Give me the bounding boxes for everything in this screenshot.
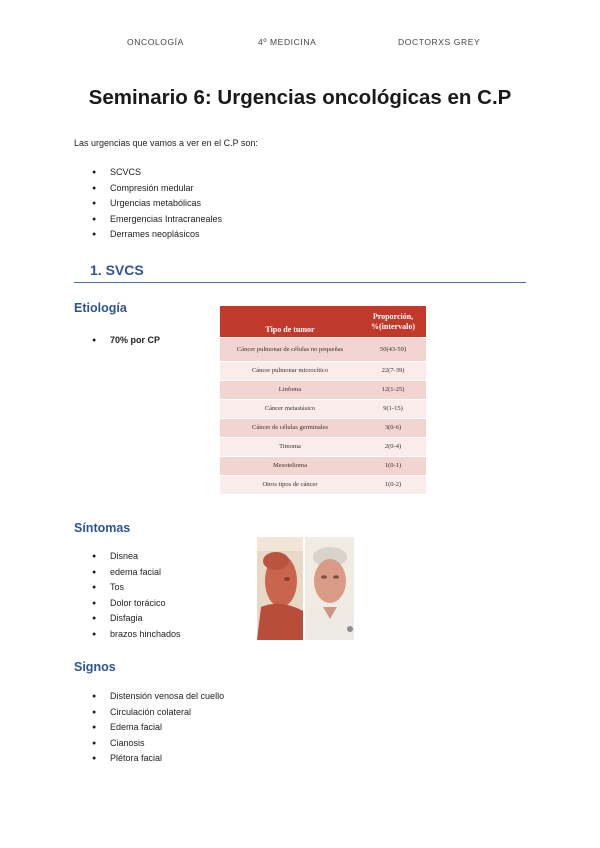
- header-proportion-line2: %(intervalo): [371, 321, 415, 331]
- table-row: [220, 381, 426, 400]
- sintomas-list: [92, 549, 181, 643]
- table-row: [220, 438, 426, 457]
- table-row: [220, 419, 426, 438]
- table-row: [220, 400, 426, 419]
- list-item: ● Cianosis: [92, 736, 224, 752]
- list-item: ● Disnea: [92, 549, 181, 565]
- table-row: [220, 457, 426, 476]
- list-item: ● Compresión medular: [92, 181, 222, 197]
- table-cell-tumor: Otros tipos de cáncer: [220, 476, 360, 495]
- page-header: [0, 37, 600, 51]
- list-item: ● brazos hinchados: [92, 627, 181, 643]
- table-cell-proportion: 1(0-1): [360, 457, 426, 476]
- table-cell-proportion: 1(0-2): [360, 476, 426, 495]
- signos-list: [92, 689, 224, 767]
- header-course: 4º MEDICINA: [258, 37, 317, 47]
- page-title: Seminario 6: Urgencias oncológicas en C.P: [88, 86, 512, 109]
- table-cell-tumor: Linfoma: [220, 381, 360, 400]
- list-item: ● 70% por CP: [92, 333, 160, 349]
- list-item: ● Plétora facial: [92, 751, 224, 767]
- table-row: [220, 338, 426, 362]
- list-item: ● Disfagia: [92, 611, 181, 627]
- list-item: ● Circulación colateral: [92, 705, 224, 721]
- urgencias-list: [92, 165, 222, 243]
- list-item: ● SCVCS: [92, 165, 222, 181]
- etiologia-heading: Etiología: [74, 301, 127, 315]
- header-subject: ONCOLOGÍA: [127, 37, 184, 47]
- patient-photo-edema: [305, 537, 354, 640]
- list-item: ● Tos: [92, 580, 181, 596]
- table-row: [220, 362, 426, 381]
- table-cell-proportion: 22(7-39): [360, 362, 426, 381]
- table-cell-tumor: Mesotelioma: [220, 457, 360, 476]
- section-heading-svcs: 1. SVCS: [90, 262, 144, 278]
- table-cell-proportion: 2(0-4): [360, 438, 426, 457]
- header-proportion-line1: Proporción,: [372, 311, 414, 321]
- table-header-proportion: [360, 306, 426, 338]
- list-item: ● Emergencias Intracraneales: [92, 212, 222, 228]
- intro-text: Las urgencias que vamos a ver en el C.P son:: [74, 138, 258, 148]
- table-cell-proportion: 3(0-6): [360, 419, 426, 438]
- table-cell-tumor: Cáncer pulmonar microcítico: [220, 362, 360, 381]
- list-item: ● Distensión venosa del cuello: [92, 689, 224, 705]
- table-cell-proportion: 12(1-25): [360, 381, 426, 400]
- list-item: ● Urgencias metabólicas: [92, 196, 222, 212]
- section-divider: [74, 282, 526, 283]
- table-header-tumor: Tipo de tumor: [220, 306, 360, 338]
- tumor-proportion-table: [220, 306, 426, 494]
- list-item: ● Derrames neoplásicos: [92, 227, 222, 243]
- table-cell-proportion: 50(43-59): [360, 338, 426, 362]
- table-row: [220, 476, 426, 495]
- patient-photo-svcs: [257, 537, 303, 640]
- etiologia-list: [92, 333, 160, 349]
- header-author: DOCTORXS GREY: [398, 37, 481, 47]
- signos-heading: Signos: [74, 660, 116, 674]
- patient-photos: [257, 537, 354, 640]
- list-item: ● edema facial: [92, 565, 181, 581]
- table-cell-tumor: Cáncer de células germinales: [220, 419, 360, 438]
- table-cell-proportion: 9(1-15): [360, 400, 426, 419]
- list-item: ● Edema facial: [92, 720, 224, 736]
- table-cell-tumor: Timoma: [220, 438, 360, 457]
- table-cell-tumor: Cáncer metastásico: [220, 400, 360, 419]
- table-cell-tumor: Cáncer pulmonar de células no pequeñas: [220, 338, 360, 362]
- sintomas-heading: Síntomas: [74, 521, 131, 535]
- list-item: ● Dolor torácico: [92, 596, 181, 612]
